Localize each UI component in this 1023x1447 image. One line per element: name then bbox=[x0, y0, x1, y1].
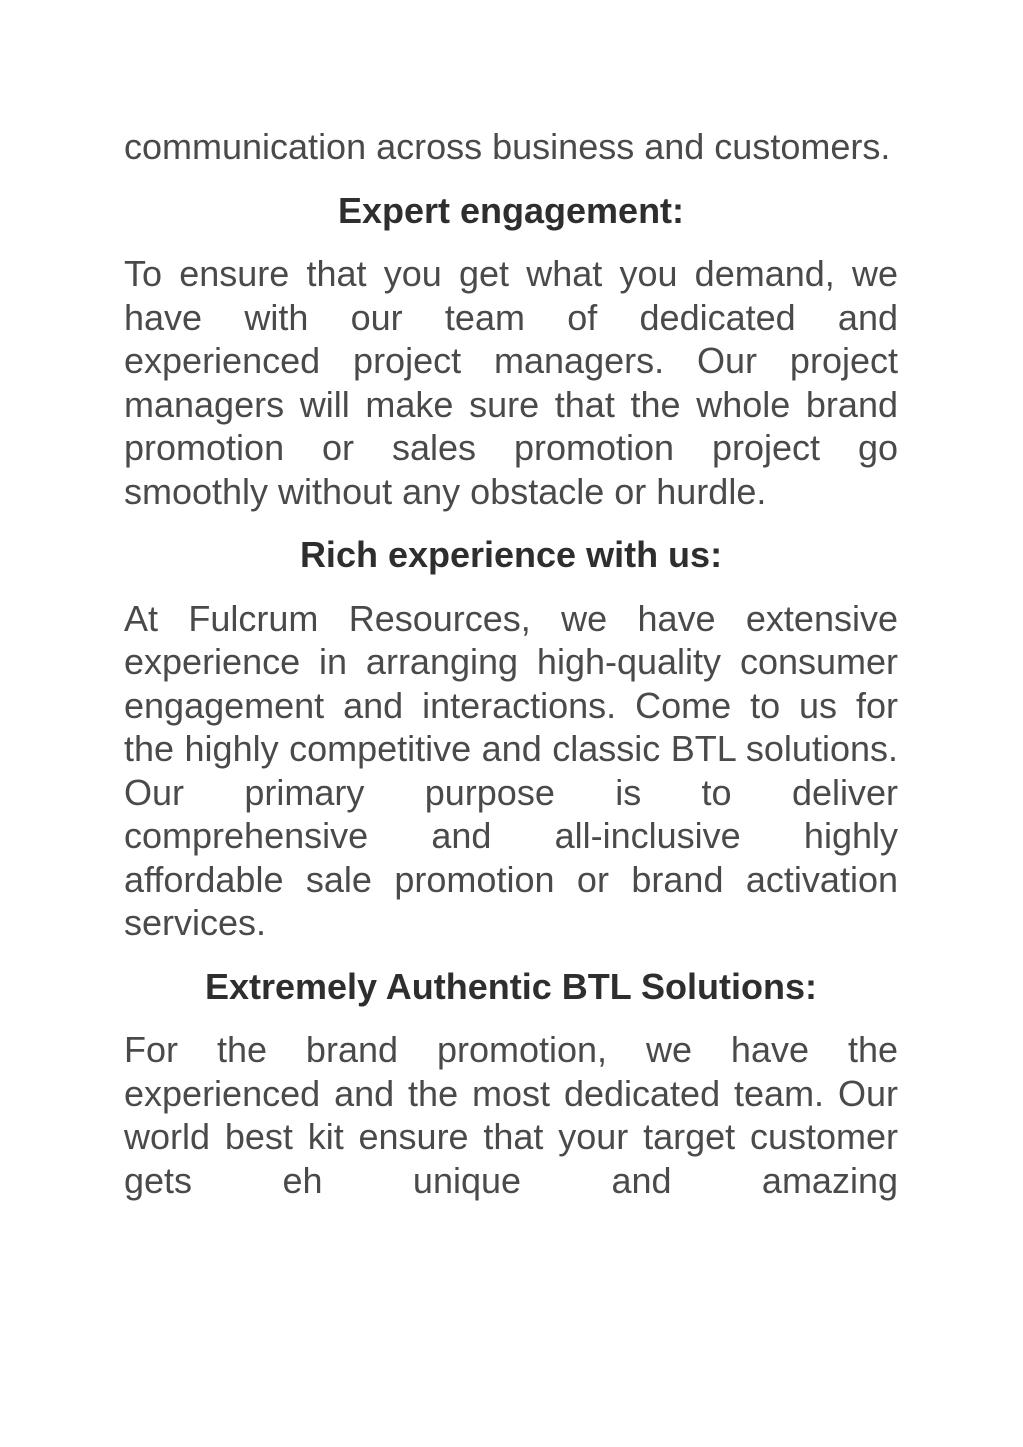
section-body-rich-experience: At Fulcrum Resources, we have extensive experience in arranging high-quality consumer engagement and interactions. Come to us for the highly competitive and classic BTL solutions. Our primary purpose is to deliver comprehensive and all-inclusive highly affordable sale promotion or brand activation services. bbox=[124, 597, 898, 943]
intro-fragment-paragraph: communication across business and customers. bbox=[124, 126, 891, 167]
section-heading-authentic-btl: Extremely Authentic BTL Solutions: bbox=[204, 965, 818, 1007]
section-heading-rich-experience: Rich experience with us: bbox=[299, 534, 723, 575]
document-page bbox=[124, 125, 898, 1202]
section-body-expert-engagement: To ensure that you get what you demand, we have with our team of dedicated and experienced project managers. Our project managers will make sure that the whole brand promotion or sales promotion project go smoothly without any obstacle or hurdle. bbox=[124, 253, 898, 512]
section-body-authentic-btl: For the brand promotion, we have the experienced and the most dedicated team. Our world best kit ensure that your target customer gets eh unique and amazing bbox=[124, 1029, 898, 1201]
section-heading-expert-engagement: Expert engagement: bbox=[337, 189, 685, 231]
